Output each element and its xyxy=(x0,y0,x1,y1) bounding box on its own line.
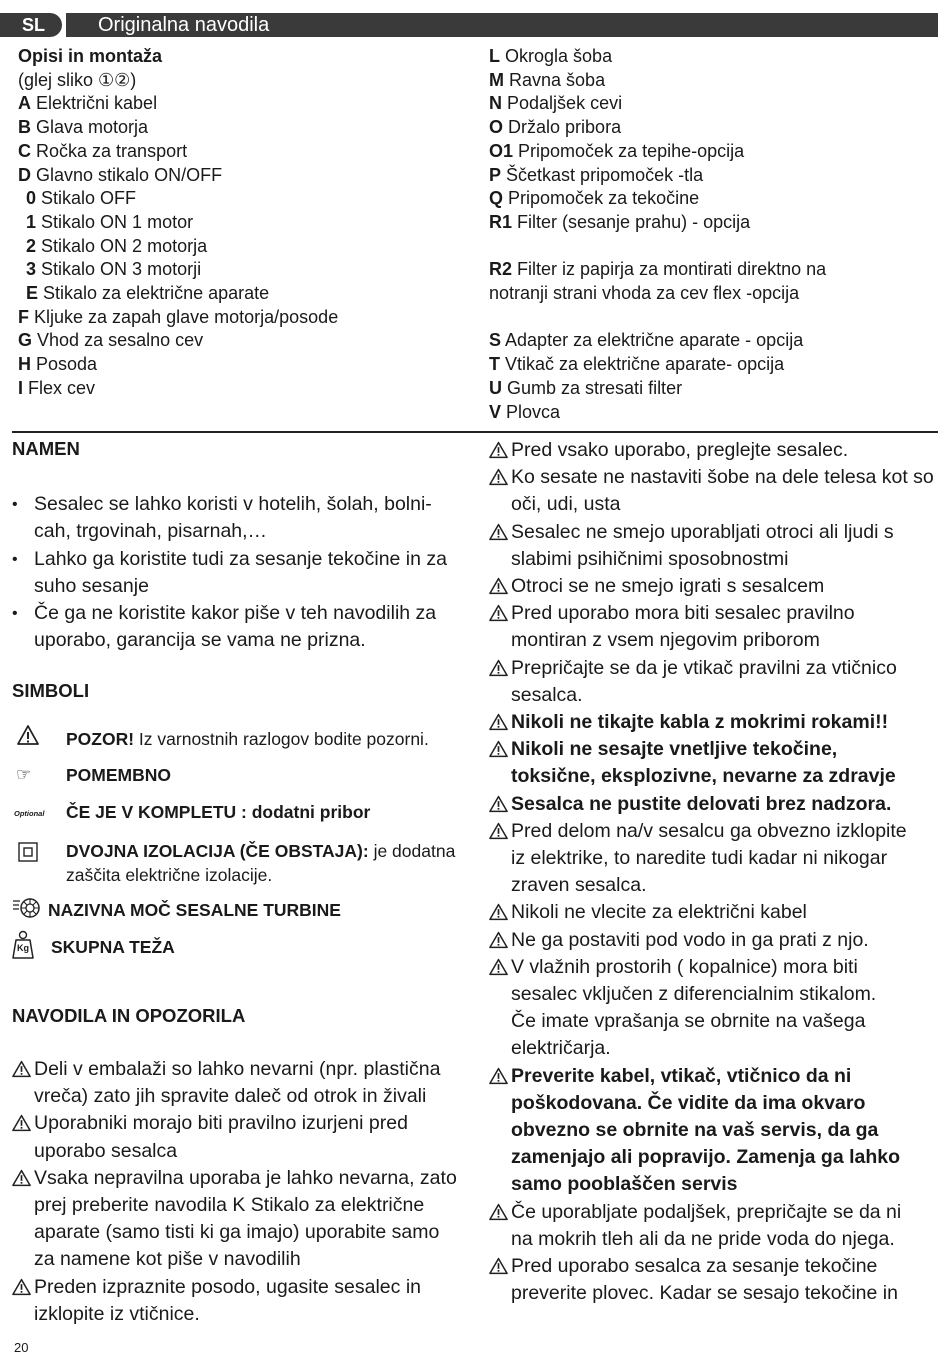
navodila-heading: NAVODILA IN OPOZORILA xyxy=(12,1005,246,1026)
section-divider xyxy=(12,431,938,433)
warning-item xyxy=(489,736,941,790)
warning-item xyxy=(489,600,941,654)
part-item xyxy=(489,282,939,306)
warning-line: vreča) zato jih spravite daleč od otrok in živali xyxy=(34,1085,427,1108)
pointing-hand-icon: ☞ xyxy=(16,765,32,784)
part-text: Držalo pribora xyxy=(508,117,622,138)
warning-line: samo pooblaščen servis xyxy=(511,1173,738,1196)
warning-line: poškodovana. Če vidite da ima okvaro xyxy=(511,1091,866,1114)
warning-line: toksične, eksplozivne, nevarne za zdravje xyxy=(511,765,896,788)
page-number: 20 xyxy=(14,1340,29,1355)
part-key: H xyxy=(18,354,31,375)
part-key: S xyxy=(489,330,502,351)
symbol-turbine: NAZIVNA MOČ SESALNE TURBINE xyxy=(48,900,341,920)
namen-bullet: • Lahko ga koristite tudi za sesanje tekočine in za suho sesanje xyxy=(12,546,462,601)
warnings-right xyxy=(489,437,941,1308)
part-key: B xyxy=(18,117,31,138)
simboli-heading: SIMBOLI xyxy=(12,680,90,701)
part-item xyxy=(18,164,468,188)
part-item xyxy=(489,353,939,377)
part-key: L xyxy=(489,46,500,66)
part-text: Podaljšek cevi xyxy=(507,93,623,114)
part-item xyxy=(18,116,468,140)
part-text: Pripomoček za tepihe-opcija xyxy=(518,140,745,161)
part-item xyxy=(489,258,939,282)
part-text: Flex cev xyxy=(28,377,96,398)
part-text: Glava motorja xyxy=(36,117,149,138)
warning-item xyxy=(489,1199,941,1253)
warning-line: oči, udi, usta xyxy=(511,493,621,516)
warning-line: Prepričajte se da je vtikač pravilni za vtičnico xyxy=(511,656,897,679)
part-key: T xyxy=(489,354,500,375)
part-item xyxy=(18,258,468,282)
part-key: P xyxy=(489,164,502,185)
warning-line: Ko sesate ne nastaviti šobe na dele telesa kot so xyxy=(511,466,934,489)
warning-item xyxy=(489,791,941,818)
part-text: Filter (sesanje prahu) - opcija xyxy=(517,211,751,232)
part-item xyxy=(489,45,939,69)
warning-line: Vsaka nepravilna uporaba je lahko nevarna, zato xyxy=(34,1166,457,1189)
part-text: Pripomoček za tekočine xyxy=(508,188,700,209)
turbine-icon xyxy=(12,896,42,925)
part-key: V xyxy=(489,401,502,422)
symbol-pozor: POZOR! Iz varnostnih razlogov bodite pozorni. xyxy=(66,729,429,749)
part-item xyxy=(489,164,939,188)
warning-item xyxy=(489,437,941,464)
warning-line: zraven sesalca. xyxy=(511,874,647,897)
part-text: Stikalo za električne aparate xyxy=(43,283,270,304)
part-key: F xyxy=(18,306,29,327)
warning-line: slabimi psihičnimi sposobnostmi xyxy=(511,547,789,570)
warning-line: Pred uporabo mora biti sesalec pravilno xyxy=(511,602,855,625)
symbol-optional: ČE JE V KOMPLETU : dodatni pribor xyxy=(66,802,371,822)
warning-line: Uporabniki morajo biti pravilno izurjeni pred xyxy=(34,1112,408,1135)
warning-item xyxy=(489,519,941,573)
language-badge: SL xyxy=(0,13,62,37)
warning-line: Nikoli ne tikajte kabla z mokrimi rokami!! xyxy=(511,711,889,734)
warning-line: Preverite kabel, vtikač, vtičnico da ni xyxy=(511,1064,852,1087)
warning-item xyxy=(489,573,941,600)
part-item xyxy=(18,235,468,259)
part-text: Stikalo OFF xyxy=(41,188,137,209)
warning-line: obvezno se obrnite na vaš servis, da ga xyxy=(511,1119,879,1142)
part-key: G xyxy=(18,330,33,351)
part-item xyxy=(489,187,939,211)
warning-line: električarja. xyxy=(511,1037,611,1060)
warning-line: za namene kot piše v navodilih xyxy=(34,1248,301,1271)
warning-item xyxy=(12,1110,472,1164)
symbol-weight: SKUPNA TEŽA xyxy=(51,937,175,957)
part-key: I xyxy=(18,377,24,398)
warning-item xyxy=(489,464,941,518)
part-key: 1 xyxy=(26,211,37,232)
warning-line: aparate (samo tisti ki ga imajo) uporabite samo xyxy=(34,1221,440,1244)
part-key: R2 xyxy=(489,259,513,280)
part-item xyxy=(18,92,468,116)
part-text: Vhod za sesalno cev xyxy=(37,330,204,351)
part-text: Vtikač za električne aparate- opcija xyxy=(505,354,785,375)
warning-line: Pred vsako uporabo, preglejte sesalec. xyxy=(511,439,849,461)
warning-line: Nikoli ne sesajte vnetljive tekočine, xyxy=(511,738,838,761)
part-key: D xyxy=(18,164,31,185)
warning-triangle-icon xyxy=(16,724,40,751)
part-text: Ščetkast pripomoček -tla xyxy=(506,164,704,185)
warning-item xyxy=(489,1063,941,1199)
part-text: Kljuke za zapah glave motorja/posode xyxy=(34,306,339,327)
part-key: C xyxy=(18,140,31,161)
warning-line: uporabo sesalca xyxy=(34,1139,178,1162)
part-text: Filter iz papirja za montirati direktno na xyxy=(517,259,827,280)
namen-heading: NAMEN xyxy=(12,438,80,459)
warning-line: V vlažnih prostorih ( kopalnice) mora biti xyxy=(511,955,858,978)
part-key: O xyxy=(489,117,504,138)
part-text: Stikalo ON 2 motorja xyxy=(41,235,208,256)
symbol-pomembno: POMEMBNO xyxy=(66,765,171,785)
double-insulation-icon xyxy=(18,842,38,867)
part-item xyxy=(489,140,939,164)
warning-line: iz elektrike, to naredite tudi kadar ni nikogar xyxy=(511,847,888,870)
namen-bullet: • Če ga ne koristite kakor piše v teh navodilih za uporabo, garancija se vama ne prizna. xyxy=(12,600,462,655)
namen-bullet-list xyxy=(12,491,462,655)
part-item xyxy=(18,282,468,306)
warning-item xyxy=(489,899,941,926)
warning-item xyxy=(489,818,941,900)
warning-line: Nikoli ne vlecite za električni kabel xyxy=(511,901,807,924)
part-item xyxy=(489,211,939,235)
part-text: Stikalo ON 3 motorji xyxy=(41,259,202,280)
part-key: 0 xyxy=(26,188,37,209)
warning-item xyxy=(489,954,941,1063)
warning-line: Ne ga postaviti pod vodo in ga prati z njo. xyxy=(511,928,869,951)
part-text: Posoda xyxy=(36,354,98,375)
warning-line: na mokrih tleh ali da ne pride voda do njega. xyxy=(511,1227,895,1250)
warnings-left xyxy=(12,1056,472,1328)
part-key: E xyxy=(26,283,39,304)
parts-list-right xyxy=(489,45,939,424)
warning-item xyxy=(12,1165,472,1274)
part-item xyxy=(489,69,939,93)
warning-line: sesalec vključen z diferencialnim stikalom. xyxy=(511,983,877,1006)
part-text: notranji strani vhoda za cev flex -opcija xyxy=(489,283,800,304)
parts-title: Opisi in montaža xyxy=(18,46,163,66)
part-text: Stikalo ON 1 motor xyxy=(41,211,194,232)
namen-bullet: • Sesalec se lahko koristi v hotelih, šolah, bolni-cah, trgovinah, pisarnah,… xyxy=(12,491,462,546)
symbol-double-insulation: DVOJNA IZOLACIJA (ČE OBSTAJA): je dodatna zaščita električne izolacije. xyxy=(66,841,456,885)
page-title: Originalna navodila xyxy=(66,13,938,37)
part-key: 2 xyxy=(26,235,37,256)
warning-line: Preden izpraznite posodo, ugasite sesalec in xyxy=(34,1275,421,1298)
warning-line: izklopite iz vtičnice. xyxy=(34,1302,200,1325)
part-item xyxy=(489,377,939,401)
optional-icon: Optional xyxy=(14,809,45,818)
warning-line: prej preberite navodila K Stikalo za električne xyxy=(34,1194,425,1217)
warning-item xyxy=(489,709,941,736)
part-text: Električni kabel xyxy=(36,93,158,114)
warning-item xyxy=(12,1056,472,1110)
part-text: Ročka za transport xyxy=(36,140,188,161)
part-text: Plovca xyxy=(506,401,561,422)
warning-line: preverite plovec. Kadar se sesajo tekočine in xyxy=(511,1282,898,1305)
part-key: U xyxy=(489,377,502,398)
warning-item xyxy=(489,1253,941,1307)
part-item xyxy=(18,211,468,235)
part-item xyxy=(489,329,939,353)
warning-line: Otroci se ne smejo igrati s sesalcem xyxy=(511,575,825,598)
warning-line: montiran z vsem njegovim priborom xyxy=(511,629,820,652)
part-text: Adapter za električne aparate - opcija xyxy=(505,330,804,351)
part-item xyxy=(489,116,939,140)
part-key: 3 xyxy=(26,259,37,280)
parts-list-left xyxy=(18,45,468,401)
part-item xyxy=(18,140,468,164)
part-text: Glavno stikalo ON/OFF xyxy=(36,164,223,185)
warning-line: zamenjajo ali popravijo. Zamenja ga lahko xyxy=(511,1146,901,1169)
part-item xyxy=(18,306,468,330)
weight-kg-label: Kg xyxy=(17,943,29,953)
part-key: A xyxy=(18,93,31,114)
parts-subtitle: (glej sliko ①②) xyxy=(18,69,137,90)
part-text: Gumb za stresati filter xyxy=(507,377,683,398)
part-key: R1 xyxy=(489,211,513,232)
part-item xyxy=(489,401,939,425)
warning-item xyxy=(489,655,941,709)
part-key: N xyxy=(489,93,502,114)
warning-line: Pred delom na/v sesalcu ga obvezno izklopite xyxy=(511,819,907,842)
part-key: O1 xyxy=(489,140,514,161)
part-item xyxy=(18,377,468,401)
warning-line: Če imate vprašanja se obrnite na vašega xyxy=(511,1010,866,1033)
warning-item xyxy=(12,1274,472,1328)
part-item xyxy=(18,329,468,353)
part-key: M xyxy=(489,69,504,90)
warning-line: Sesalec ne smejo uporabljati otroci ali ljudi s xyxy=(511,520,894,543)
warning-item xyxy=(489,927,941,954)
part-text: Okrogla šoba xyxy=(505,46,613,66)
part-item xyxy=(18,353,468,377)
part-text: Ravna šoba xyxy=(509,69,606,90)
part-key: Q xyxy=(489,188,504,209)
warning-line: Pred uporabo sesalca za sesanje tekočine xyxy=(511,1255,878,1278)
warning-line: Deli v embalaži so lahko nevarni (npr. plastična xyxy=(34,1058,441,1080)
warning-line: Če uporabljate podaljšek, prepričajte se da ni xyxy=(511,1200,902,1223)
warning-line: sesalca. xyxy=(511,683,583,706)
warning-line: Sesalca ne pustite delovati brez nadzora. xyxy=(511,792,892,815)
part-item xyxy=(18,187,468,211)
part-item xyxy=(489,92,939,116)
